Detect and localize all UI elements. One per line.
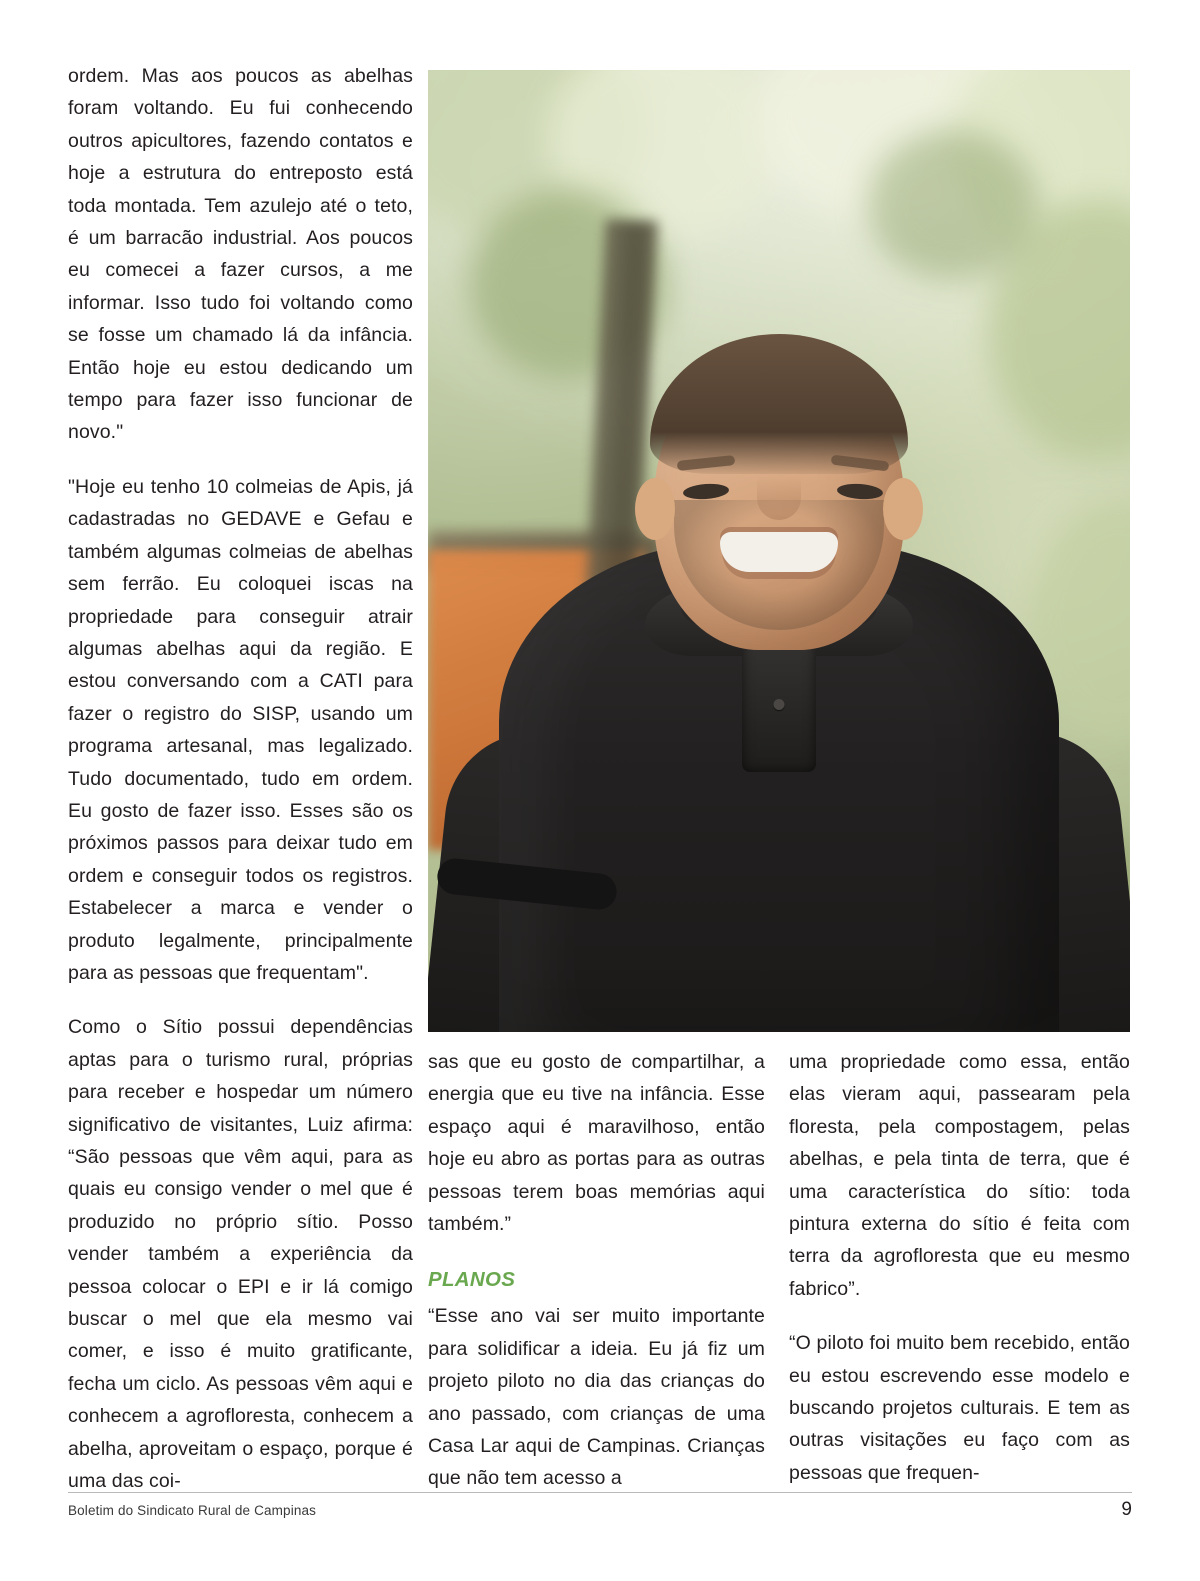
page-number: 9 xyxy=(1121,1499,1132,1520)
paragraph: sas que eu gosto de compartilhar, a energia que eu tive na infância. Esse espaço aqui é maravilhoso, então hoje eu abro as portas para as outras pessoas terem boas memórias aqui também.” xyxy=(428,1051,765,1236)
paragraph: Como o Sítio possui dependências aptas para o turismo rural, próprias para receber e hospedar um número significativo de visitantes, Luiz afirma: “São pessoas que vêm aqui, para as quais eu consigo vender o mel que é produzido no próprio sítio. Posso vender também a experiência da pessoa colocar o EPI e ir lá comigo buscar o mel que ela mesmo vai comer, e isso é muito gratificante, fecha um ciclo. As pessoas vêm aqui e conhecem a agrofloresta, conhecem a abelha, aproveitam o espaço, porque é uma das coi- xyxy=(68,1016,413,1493)
foliage-blob xyxy=(868,130,1038,280)
paragraph: “Esse ano vai ser muito importante para solidificar a ideia. Eu já fiz um projeto piloto no dia das crianças do ano passado, com crianças de uma Casa Lar aqui de Campinas. Crianças que não tem acesso a xyxy=(428,1305,765,1490)
ear-left xyxy=(635,478,675,540)
right-column xyxy=(789,1046,1130,1489)
article-photo xyxy=(428,70,1130,1032)
paragraph: "Hoje eu tenho 10 colmeias de Apis, já cadastradas no GEDAVE e Gefau e também algumas colmeias de abelhas sem ferrão. Eu coloquei iscas na propriedade para conseguir atrair algumas abelhas aqui da região. E estou conversando com a CATI para fazer o registro do SISP, usando um programa artesanal, mas legalizado. Tudo documentado, tudo em ordem. Eu gosto de fazer isso. Esses são os próximos passos para deixar tudo em ordem e conseguir todos os registros. Estabelecer a marca e vender o produto legalmente, principalmente para as pessoas que frequentam". xyxy=(68,475,413,984)
shirt-button xyxy=(774,699,785,710)
section-heading-planos: PLANOS xyxy=(428,1268,516,1292)
footer-note: Boletim do Sindicato Rural de Campinas xyxy=(68,1503,317,1518)
footer-divider xyxy=(68,1492,1132,1493)
paragraph: “O piloto foi muito bem recebido, então eu estou escrevendo esse modelo e buscando projetos culturais. E tem as outras visitações eu faço com as pessoas que frequen- xyxy=(789,1332,1130,1484)
mouth xyxy=(720,532,838,572)
middle-column xyxy=(428,1046,765,1495)
ear-right xyxy=(883,478,923,540)
paragraph: ordem. Mas aos poucos as abelhas foram voltando. Eu fui conhecendo outros apicultores, fazendo contatos e hoje a estrutura do entreposto está toda montada. Tem azulejo até o teto, é um barracão industrial. Aos poucos eu comecei a fazer cursos, a me informar. Isso tudo foi voltando como se fosse um chamado lá da infância. Então hoje eu estou dedicando um tempo para fazer isso funcionar de novo." xyxy=(68,65,413,444)
paragraph: uma propriedade como essa, então elas vieram aqui, passearam pela floresta, pela compostagem, pelas abelhas, e pela tinta de terra, que é uma característica do sítio: toda pintura externa do sítio é feita com terra da agrofloresta que eu mesmo fabrico”. xyxy=(789,1051,1130,1300)
person-portrait xyxy=(459,392,1099,1032)
left-column xyxy=(68,60,413,1497)
